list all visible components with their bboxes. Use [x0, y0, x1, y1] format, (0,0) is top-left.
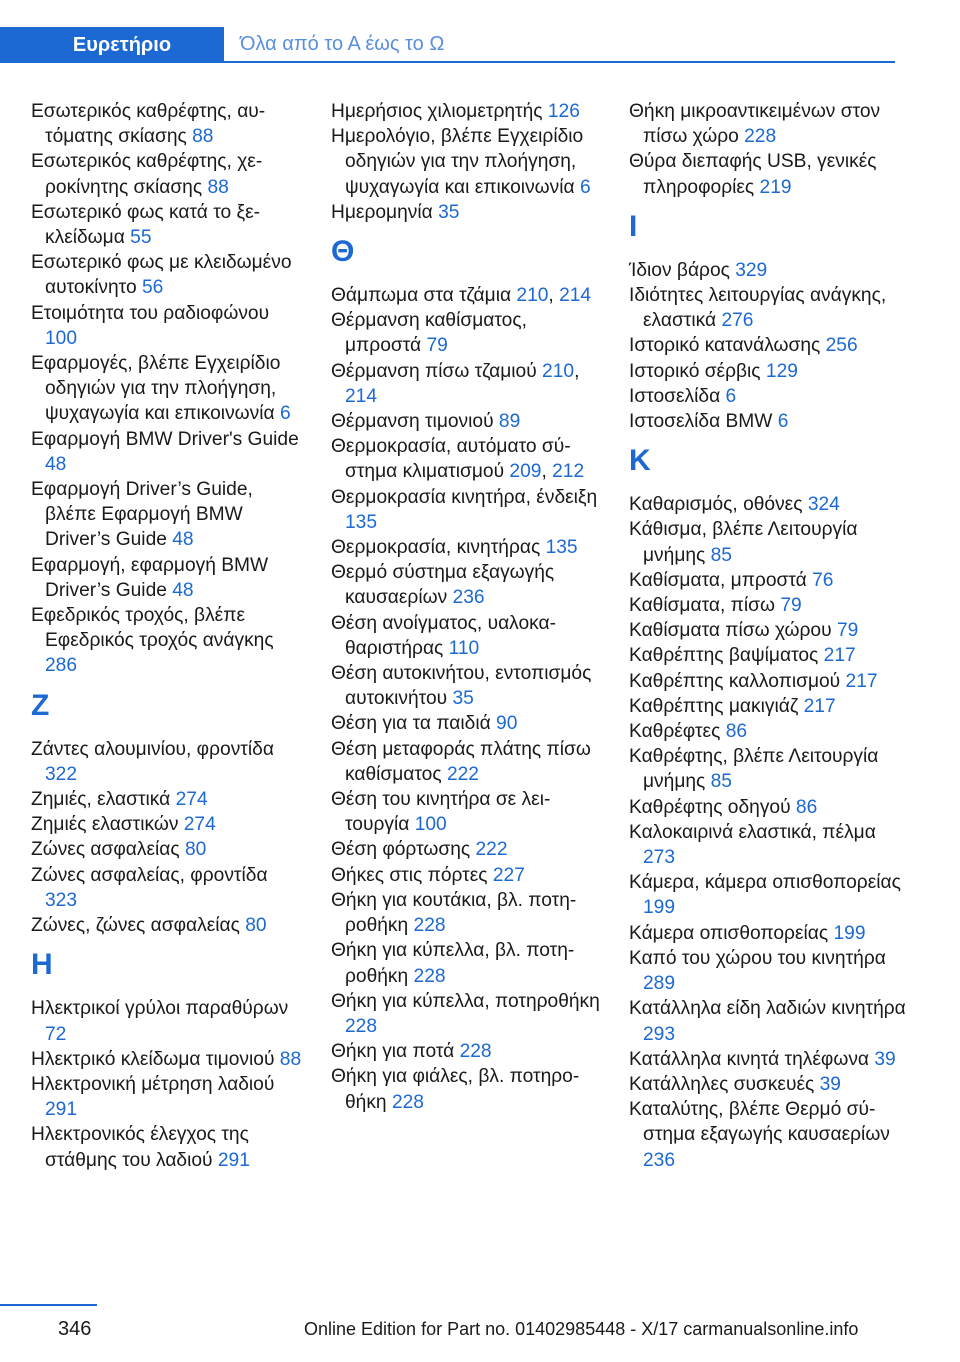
index-entry [331, 737, 603, 787]
entry-term: Καθίσματα, μπροστά [629, 569, 807, 591]
index-entry [629, 384, 909, 409]
tab-index[interactable]: Ευρετήριο [0, 27, 224, 63]
index-entry [629, 149, 909, 199]
index-entry [331, 535, 603, 560]
index-entry [629, 870, 909, 920]
index-entry [629, 359, 909, 384]
entry-term: Καπό του χώρου του κινητήρα [629, 947, 886, 969]
entry-term: Θέση φόρτωσης [331, 839, 471, 861]
entry-term: Καθρέφτες [629, 721, 721, 743]
page-link[interactable]: 273 [643, 847, 676, 869]
index-entry [331, 888, 603, 938]
entry-term: Ημερομηνία [331, 201, 433, 223]
page-link[interactable]: 236 [452, 587, 485, 609]
index-entry [31, 1047, 303, 1072]
entry-term: Ιδιότητες λειτουργίας ανάγκης, ελαστικά [629, 285, 887, 332]
page-link[interactable]: 90 [496, 713, 518, 735]
page-link[interactable]: 227 [492, 864, 525, 886]
index-entry [629, 618, 909, 643]
page-link[interactable]: 214 [559, 285, 592, 307]
index-entry: Θέρμανση πίσω τζαμιού 210, 214 [331, 360, 580, 407]
page-link[interactable]: 228 [391, 1091, 424, 1113]
index-entry [629, 333, 909, 358]
page-link[interactable]: 48 [172, 529, 194, 551]
entry-term: Ιστοσελίδα [629, 385, 721, 407]
entry-term: Καθρέπτης μακιγιάζ [629, 695, 799, 717]
page-link[interactable]: 39 [819, 1073, 841, 1095]
entry-term: Ζάντες αλουμινίου, φροντίδα [31, 738, 274, 760]
index-entry [629, 568, 909, 593]
index-entry [331, 99, 603, 124]
entry-term: Εφαρμογή, εφαρμογή BMW Driver’s Guide [31, 554, 269, 601]
index-entry [31, 837, 303, 862]
entry-term: Εσωτερικός καθρέφτης, αυτόματης σκίασης [31, 101, 266, 148]
page-link[interactable]: 56 [142, 277, 164, 299]
index-entry [31, 913, 303, 938]
page-link[interactable]: 135 [545, 537, 578, 559]
page-link[interactable]: 55 [130, 227, 152, 249]
page-link[interactable]: 291 [217, 1149, 250, 1171]
page-link[interactable]: 217 [803, 695, 836, 717]
section-letter: I [629, 209, 638, 243]
entry-term: Κάθισμα, βλέπε Λειτουργία μνήμης [629, 519, 858, 566]
index-entry [629, 744, 909, 794]
entry-term: Ζώνες ασφαλείας, φροντίδα [31, 864, 268, 886]
index-entry [629, 719, 909, 744]
page-link[interactable]: 219 [759, 176, 792, 198]
index-entry [629, 492, 909, 517]
entry-term: Θήκη για ποτά [331, 1041, 455, 1063]
entry-term: Θήκη μικροαντικειμένων στον πίσω χώρο [629, 101, 881, 148]
entry-term: Θέρμανση καθίσματος, μπροστά [331, 310, 527, 357]
entry-term: Καταλύτης, βλέπε Θερμό σύστημα εξαγωγής καυσαερίων [629, 1099, 890, 1146]
index-entry [331, 308, 603, 358]
index-entry [331, 989, 603, 1039]
entry-term: Θέση μεταφοράς πλάτης πίσω καθίσματος [331, 738, 591, 785]
entry-term: Εφαρμογή BMW Driver's Guide [31, 428, 299, 450]
index-entry: Θερμοκρασία, αυτόματο σύστημα κλιματισμού 209, 212 [331, 436, 585, 483]
page-link[interactable]: 89 [498, 411, 521, 433]
entry-term: Ιστοσελίδα BMW [629, 411, 773, 433]
index-entry [331, 837, 603, 862]
entry-term: Κατάλληλα είδη λαδιών κινητήρα [629, 998, 906, 1020]
page-link[interactable]: 210 [542, 360, 575, 382]
page-link[interactable]: 126 [547, 101, 580, 122]
tab-a-to-z[interactable]: Όλα από το Α έως το Ω [224, 27, 895, 63]
index-entry [629, 795, 909, 820]
page-link[interactable]: 274 [175, 789, 208, 811]
index-entry [331, 409, 603, 434]
entry-term: Θήκη για κύπελλα, βλ. ποτηροθήκη [331, 940, 575, 987]
entry-term: Θέση αυτοκινήτου, εντοπισμός αυτοκινήτου [331, 663, 592, 710]
index-entry [31, 1072, 303, 1122]
entry-term: Θύρα διεπαφής USB, γενικές πληροφορίες [629, 151, 877, 198]
index-entry [629, 921, 909, 946]
page-link[interactable]: 100 [45, 327, 78, 349]
index-entry [31, 351, 303, 427]
entry-term: Θήκη για κουτάκια, βλ. ποτηροθήκη [331, 889, 577, 937]
index-entry [629, 593, 909, 618]
page-link[interactable]: 256 [825, 335, 858, 357]
page-link[interactable]: 214 [345, 385, 378, 407]
entry-term: Εφαρμογές, βλέπε Εγχειρίδιο οδηγιών για την πλοήγηση, ψυχαγωγία και επικοινωνία [31, 353, 281, 425]
index-entry [629, 1047, 909, 1072]
index-entry [31, 737, 303, 787]
page-link[interactable]: 222 [446, 763, 479, 785]
index-entry [31, 477, 303, 553]
page-link[interactable]: 6 [279, 403, 291, 425]
entry-term: Καθρέπτης βαψίματος [629, 645, 819, 667]
page-link[interactable]: 80 [245, 915, 267, 937]
section-letter: Z [31, 688, 50, 722]
index-entry [31, 149, 303, 199]
index-entry [31, 99, 303, 149]
index-entry [629, 99, 909, 149]
index-column-3 [629, 99, 909, 1173]
entry-term: Εσωτερικό φως με κλειδωμένο αυτοκίνητο [31, 252, 292, 299]
entry-term: Θερμό σύστημα εξαγωγής καυσαερίων [331, 562, 555, 609]
index-entry [31, 812, 303, 837]
index-entry [331, 485, 603, 535]
entry-term: Καθίσματα, πίσω [629, 595, 775, 617]
page-link[interactable]: 85 [710, 544, 732, 566]
index-entry [629, 694, 909, 719]
page-link[interactable]: 39 [874, 1048, 896, 1070]
header-bar [0, 27, 960, 63]
index-entry [331, 1039, 603, 1064]
index-entry [629, 946, 909, 996]
entry-term: Καλοκαιρινά ελαστικά, πέλμα [629, 821, 876, 843]
section-letter: H [31, 948, 53, 982]
index-entry [629, 409, 909, 434]
entry-term: Εφεδρικός τροχός, βλέπε Εφεδρικός τροχός ανάγκης [31, 605, 274, 652]
index-entry [31, 301, 303, 351]
page-link[interactable]: 228 [413, 965, 446, 987]
index-entry [629, 1072, 909, 1097]
page-link[interactable]: 79 [426, 335, 448, 357]
index-entry [629, 669, 909, 694]
entry-term: Θάμπωμα στα τζάμια [331, 285, 512, 307]
page-link[interactable]: 72 [45, 1023, 67, 1045]
entry-term: Θήκη για φιάλες, βλ. ποτηροθήκη [331, 1066, 580, 1113]
page-link[interactable]: 88 [279, 1048, 302, 1070]
index-entry [31, 787, 303, 812]
entry-term: Ζώνες, ζώνες ασφαλείας [31, 915, 240, 937]
page-link[interactable]: 236 [643, 1149, 676, 1171]
page-link[interactable]: 228 [413, 915, 446, 937]
entry-term: Ημερήσιος χιλιομετρητής [331, 101, 543, 122]
index-entry [331, 124, 603, 200]
entry-term: Ιστορικό σέρβις [629, 360, 761, 382]
index-entry [31, 1122, 303, 1172]
entry-term: Θερμοκρασία, κινητήρας [331, 537, 541, 559]
index-entry [629, 517, 909, 567]
entry-term: Κάμερα, κάμερα οπισθοπορείας [629, 872, 901, 894]
footer-rule [0, 1304, 97, 1306]
index-entry [629, 820, 909, 870]
entry-term: Καθρέφτης οδηγού [629, 796, 791, 818]
page-link[interactable]: 324 [807, 494, 840, 516]
index-entry [331, 787, 603, 837]
entry-term: Εφαρμογή Driver’s Guide, βλέπε Εφαρμογή BMW Driver’s Guide [31, 479, 253, 551]
entry-term: Θέση ανοίγματος, υαλοκαθαριστήρας [331, 612, 556, 659]
page-link[interactable]: 217 [845, 670, 878, 692]
index-entry [31, 553, 303, 603]
entry-term: Θέση του κινητήρα σε λειτουργία [331, 789, 551, 836]
page-link[interactable]: 323 [45, 889, 78, 911]
entry-term: Ζημιές ελαστικών [31, 814, 179, 836]
index-entry [31, 250, 303, 300]
page-link[interactable]: 88 [207, 176, 229, 198]
page-link[interactable]: 129 [765, 360, 798, 382]
entry-term: Κατάλληλα κινητά τηλέφωνα [629, 1048, 870, 1070]
page-link[interactable]: 48 [172, 579, 194, 601]
entry-term: Θέρμανση τιμονιού [331, 411, 494, 433]
page-link[interactable]: 291 [45, 1099, 78, 1121]
entry-term: Ημερολόγιο, βλέπε Εγχειρίδιο οδηγιών για την πλοήγηση, ψυχαγωγία και επικοινωνία [331, 126, 584, 198]
index-entry [629, 996, 909, 1046]
page-link[interactable]: 210 [516, 285, 549, 307]
entry-term: Κάμερα οπισθοπορείας [629, 922, 829, 944]
page-link[interactable]: 48 [45, 453, 67, 475]
index-entry [31, 603, 303, 679]
page-link[interactable]: 199 [833, 922, 866, 944]
page-link[interactable]: 329 [735, 259, 768, 281]
watermark-text: Online Edition for Part no. 01402985448 - X/17 carmanualsonline.info [304, 1319, 859, 1339]
entry-term: Κατάλληλες συσκευές [629, 1073, 815, 1095]
index-entry [31, 200, 303, 250]
index-entry [31, 996, 303, 1046]
page-link[interactable]: 86 [725, 721, 748, 743]
index-entry [629, 643, 909, 668]
index-column-2 [331, 99, 603, 1115]
page-link[interactable]: 88 [192, 126, 214, 148]
page-link[interactable]: 110 [448, 637, 480, 659]
page-link[interactable]: 276 [721, 310, 754, 332]
entry-term: Εσωτερικός καθρέφτης, χεροκίνητης σκίασης [31, 151, 263, 198]
page-link[interactable]: 85 [710, 771, 732, 793]
page-link[interactable]: 135 [345, 511, 378, 533]
index-entry [331, 611, 603, 661]
index-entry [331, 863, 603, 888]
index-entry [31, 863, 303, 913]
entry-term: Ηλεκτρονική μέτρηση λαδιού [31, 1073, 275, 1095]
page-link[interactable]: 80 [185, 839, 207, 861]
entry-term: Θήκες στις πόρτες [331, 864, 488, 886]
entry-term: Ηλεκτρικοί γρύλοι παραθύρων [31, 998, 289, 1020]
section-letter: Θ [331, 235, 355, 269]
page-link[interactable]: 228 [744, 126, 777, 148]
page-link[interactable]: 6 [777, 411, 789, 433]
page-link[interactable]: 6 [725, 385, 737, 407]
entry-term: Καθίσματα πίσω χώρου [629, 620, 832, 642]
page-link[interactable]: 293 [643, 1023, 676, 1045]
entry-term: Ίδιον βάρος [629, 259, 730, 281]
index-entry [629, 258, 909, 283]
page-link[interactable]: 322 [45, 763, 78, 785]
entry-term: Θερμοκρασία κινητήρα, ένδειξη [331, 486, 598, 508]
entry-term: Θέρμανση πίσω τζαμιού [331, 360, 537, 382]
page-number: 346 [58, 1318, 92, 1340]
index-entry [331, 661, 603, 711]
entry-term: Θερμοκρασία, αυτόματο σύστημα κλιματισμού [331, 436, 571, 483]
page-link[interactable]: 35 [438, 201, 460, 223]
page-link[interactable]: 79 [780, 595, 802, 617]
page-link[interactable]: 199 [643, 897, 676, 919]
index-entry [331, 560, 603, 610]
entry-term: Εσωτερικό φως κατά το ξεκλείδωμα [31, 201, 261, 249]
entry-term: Ζημιές, ελαστικά [31, 789, 171, 811]
index-entry [629, 283, 909, 333]
page-link[interactable]: 274 [183, 814, 216, 836]
page-link[interactable]: 286 [45, 655, 78, 677]
page-link[interactable]: 289 [643, 973, 676, 995]
index-entry [629, 1097, 909, 1173]
entry-term: Θέση για τα παιδιά [331, 713, 491, 735]
index-entry [331, 1064, 603, 1114]
watermark [304, 1319, 858, 1340]
index-entry [331, 711, 603, 736]
index-column-1 [31, 99, 303, 1173]
entry-term: Ζώνες ασφαλείας [31, 839, 180, 861]
entry-term: Καθρέφτης, βλέπε Λειτουργία μνήμης [629, 746, 879, 793]
page-link[interactable]: 209 [509, 461, 542, 483]
entry-term: Ηλεκτρικό κλείδωμα τιμονιού [31, 1048, 275, 1070]
page-link[interactable]: 212 [552, 461, 585, 483]
page-link[interactable]: 76 [812, 569, 834, 591]
section-letter: K [629, 444, 651, 478]
entry-term: Καθρέπτης καλλοπισμού [629, 670, 841, 692]
page-link[interactable]: 35 [452, 688, 474, 710]
index-entry: Θάμπωμα στα τζάμια 210, 214 [331, 285, 592, 307]
page-link[interactable]: 222 [475, 839, 508, 861]
page-link[interactable]: 6 [579, 176, 591, 198]
page-link[interactable]: 217 [823, 645, 856, 667]
page-link[interactable]: 100 [414, 814, 447, 836]
entry-term: Ετοιμότητα του ραδιοφώνου [31, 302, 270, 324]
page-link[interactable]: 228 [345, 1015, 378, 1037]
page-link[interactable]: 86 [795, 796, 818, 818]
page-link[interactable]: 79 [836, 620, 859, 642]
entry-term: Ηλεκτρονικός έλεγχος της στάθμης του λαδιού [31, 1124, 249, 1171]
page-link[interactable]: 228 [459, 1041, 492, 1063]
entry-term: Καθαρισμός, οθόνες [629, 494, 803, 516]
entry-term: Ιστορικό κατανάλωσης [629, 335, 821, 357]
entry-term: Θήκη για κύπελλα, ποτηροθήκη [331, 990, 600, 1012]
index-entry [31, 427, 303, 477]
index-entry [331, 938, 603, 988]
index-entry [331, 200, 603, 225]
